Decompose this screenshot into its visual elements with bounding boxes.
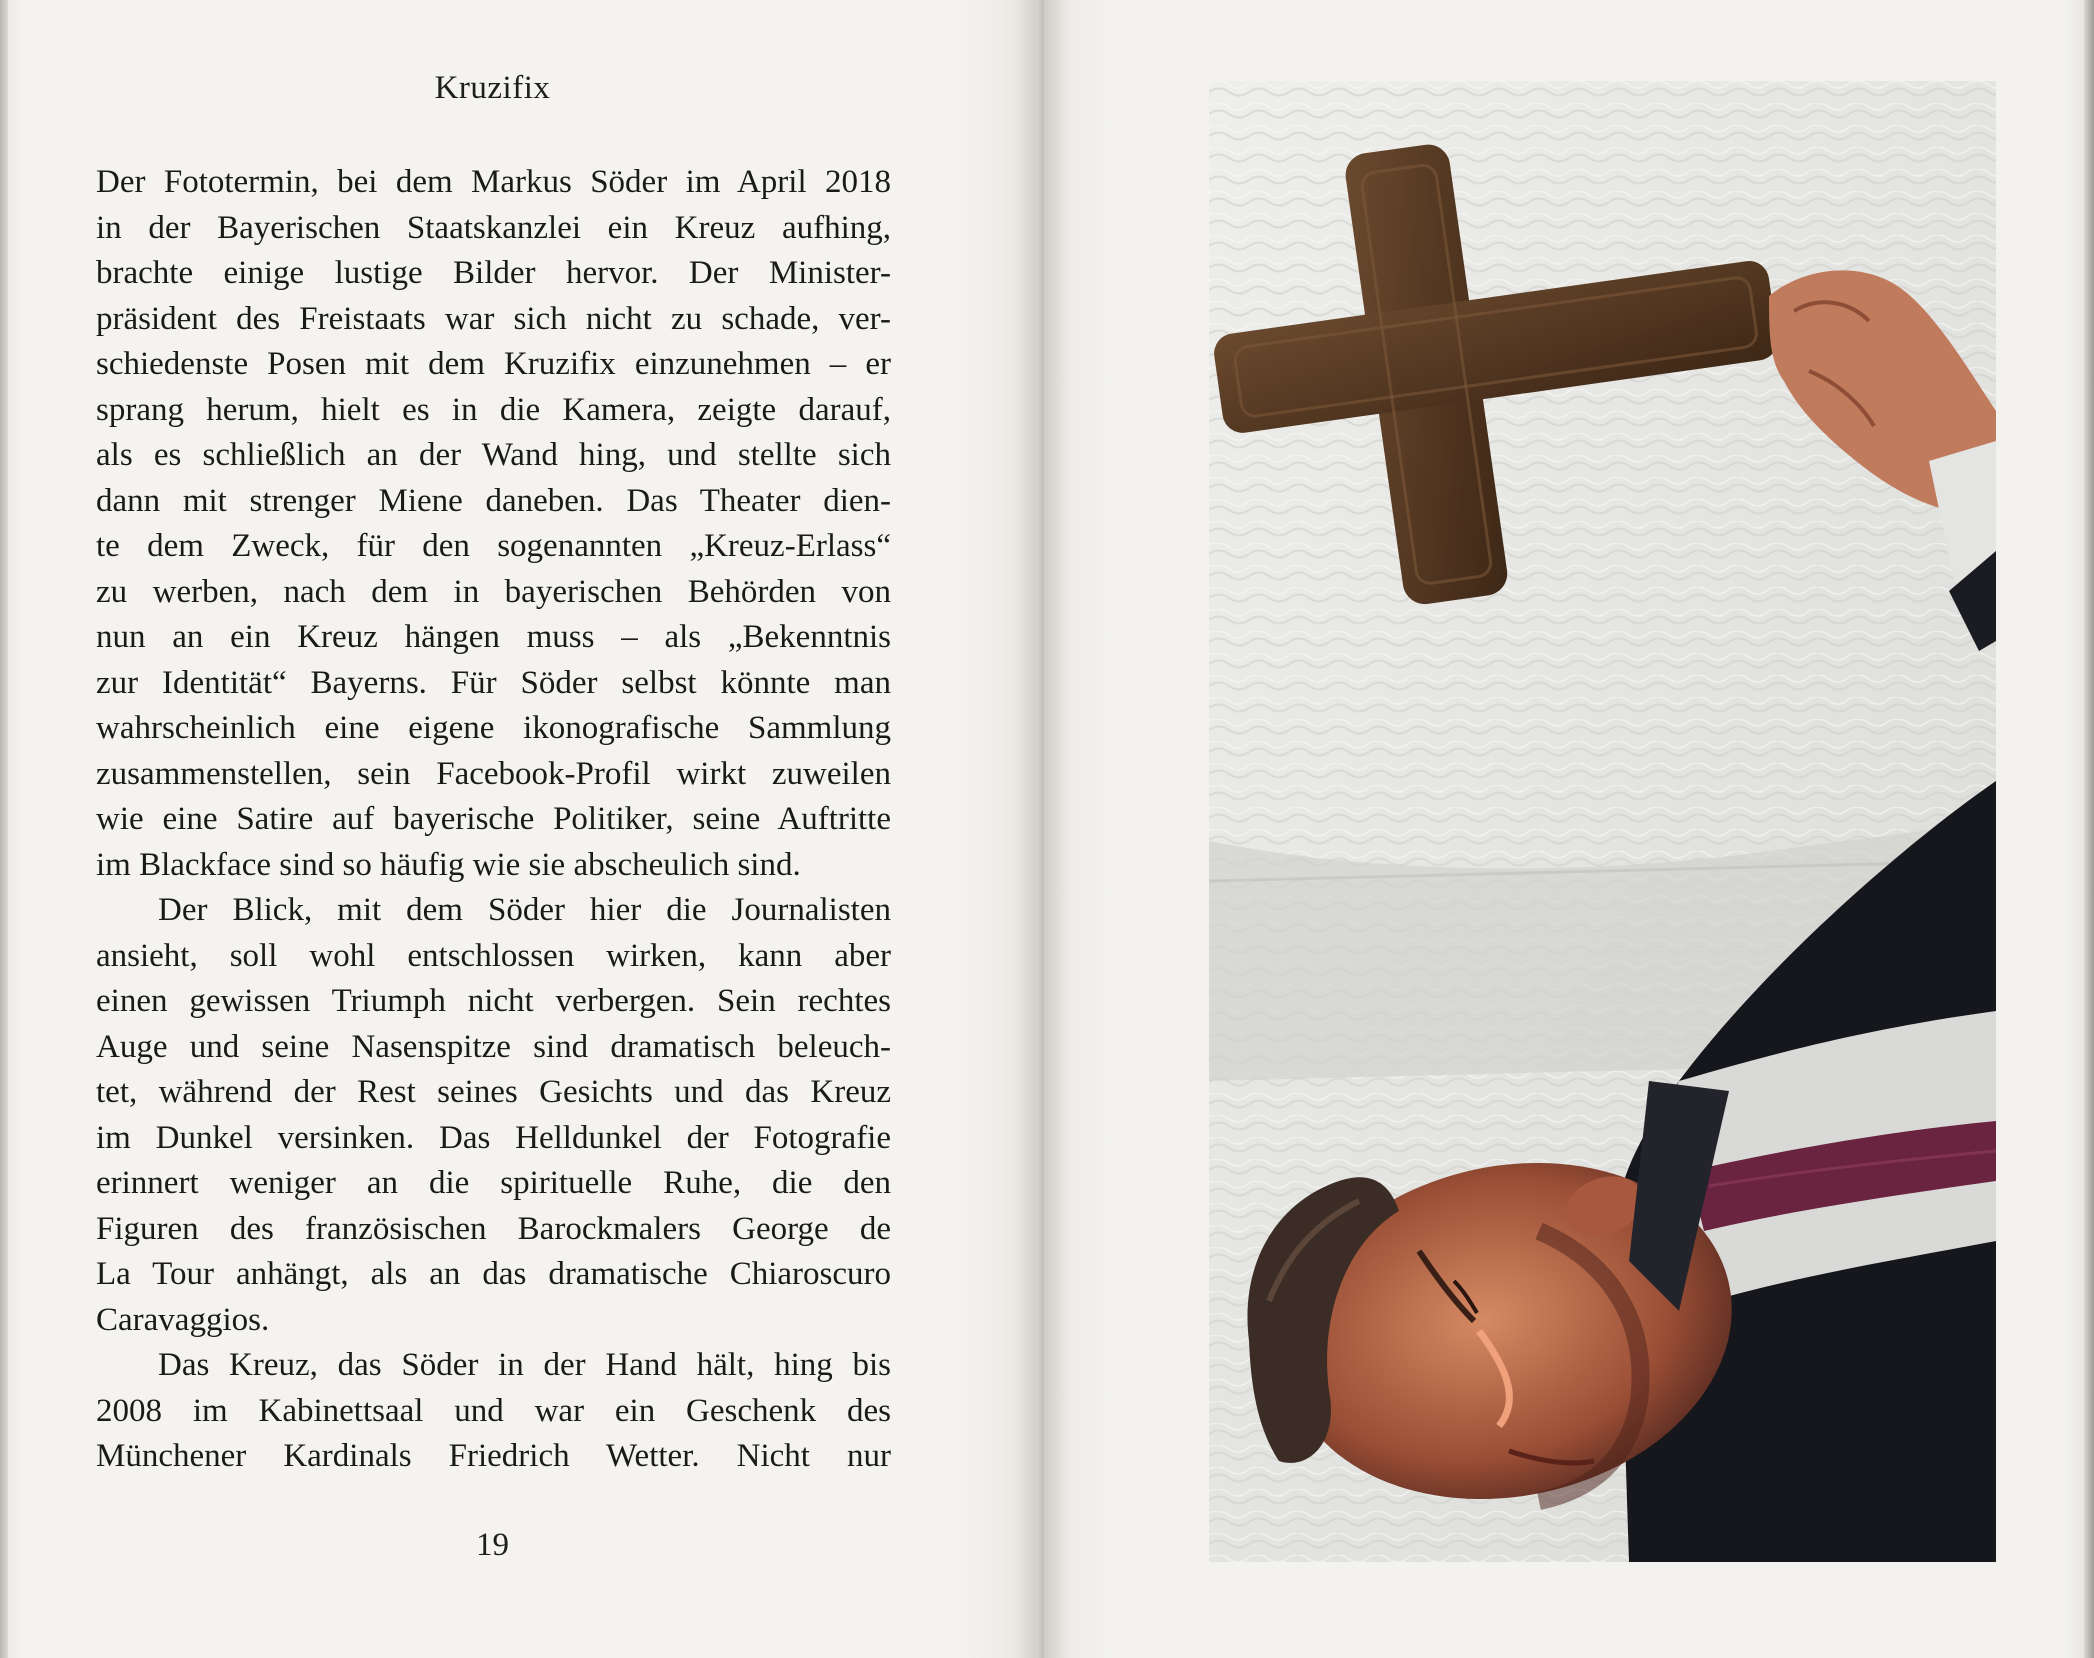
text-line: wahrscheinlich eine eigene ikonografische Sammlung	[96, 710, 891, 746]
running-head: Kruzifix	[434, 70, 551, 106]
text-line: Das Kreuz, das Söder in der Hand hält, hing bis	[158, 1347, 891, 1383]
text-line: zur Identität“ Bayerns. Für Söder selbst könnte man	[96, 664, 891, 701]
text-line: Münchener Kardinals Friedrich Wetter. Nicht nur	[96, 1438, 891, 1474]
text-line: schiedenste Posen mit dem Kruzifix einzunehmen – er	[96, 346, 891, 382]
text-line: 2008 im Kabinettsaal und war ein Geschenk des	[96, 1392, 891, 1429]
text-line: La Tour anhängt, als an das dramatische Chiaroscuro	[96, 1256, 891, 1292]
text-line: erinnert weniger an die spirituelle Ruhe, die den	[96, 1165, 891, 1201]
text-line: als es schließlich an der Wand hing, und stellte sich	[96, 437, 891, 473]
text-line: zu werben, nach dem in bayerischen Behörden von	[96, 573, 891, 610]
text-line: dann mit strenger Miene daneben. Das Theater dien-	[96, 482, 891, 519]
text-line: im Blackface sind so häufig wie sie abscheulich sind.	[96, 846, 801, 883]
text-line: präsident des Freistaats war sich nicht zu schade, ver-	[96, 300, 891, 337]
text-line: Figuren des französischen Barockmalers George de	[96, 1210, 891, 1247]
page-number: 19	[476, 1527, 509, 1563]
text-line: te dem Zweck, für den sogenannten „Kreuz-Erlass“	[96, 528, 891, 564]
text-line: Der Blick, mit dem Söder hier die Journalisten	[158, 892, 891, 928]
text-line: brachte einige lustige Bilder hervor. Der Minister-	[96, 255, 891, 291]
text-line: einen gewissen Triumph nicht verbergen. Sein rechtes	[96, 983, 891, 1019]
text-line: nun an ein Kreuz hängen muss – als „Bekenntnis	[96, 619, 891, 655]
text-line: wie eine Satire auf bayerische Politiker, seine Auftritte	[96, 801, 891, 837]
text-line: Auge und seine Nasenspitze sind dramatisch beleuch-	[96, 1028, 891, 1065]
text-line: ansieht, soll wohl entschlossen wirken, kann aber	[96, 937, 891, 974]
text-line: sprang herum, hielt es in die Kamera, zeigte darauf,	[96, 391, 891, 428]
text-line: Caravaggios.	[96, 1301, 270, 1338]
body-text	[96, 160, 891, 1480]
left-page	[0, 0, 1044, 1658]
text-line: im Dunkel versinken. Das Helldunkel der Fotografie	[96, 1119, 891, 1156]
text-line: in der Bayerischen Staatskanzlei ein Kreuz aufhing,	[96, 209, 891, 246]
illustration-man-with-cross	[1209, 81, 1996, 1562]
text-line: zusammenstellen, sein Facebook-Profil wirkt zuweilen	[96, 755, 891, 792]
text-line: Der Fototermin, bei dem Markus Söder im April 2018	[96, 164, 891, 200]
text-line: tet, während der Rest seines Gesichts und das Kreuz	[96, 1074, 891, 1110]
